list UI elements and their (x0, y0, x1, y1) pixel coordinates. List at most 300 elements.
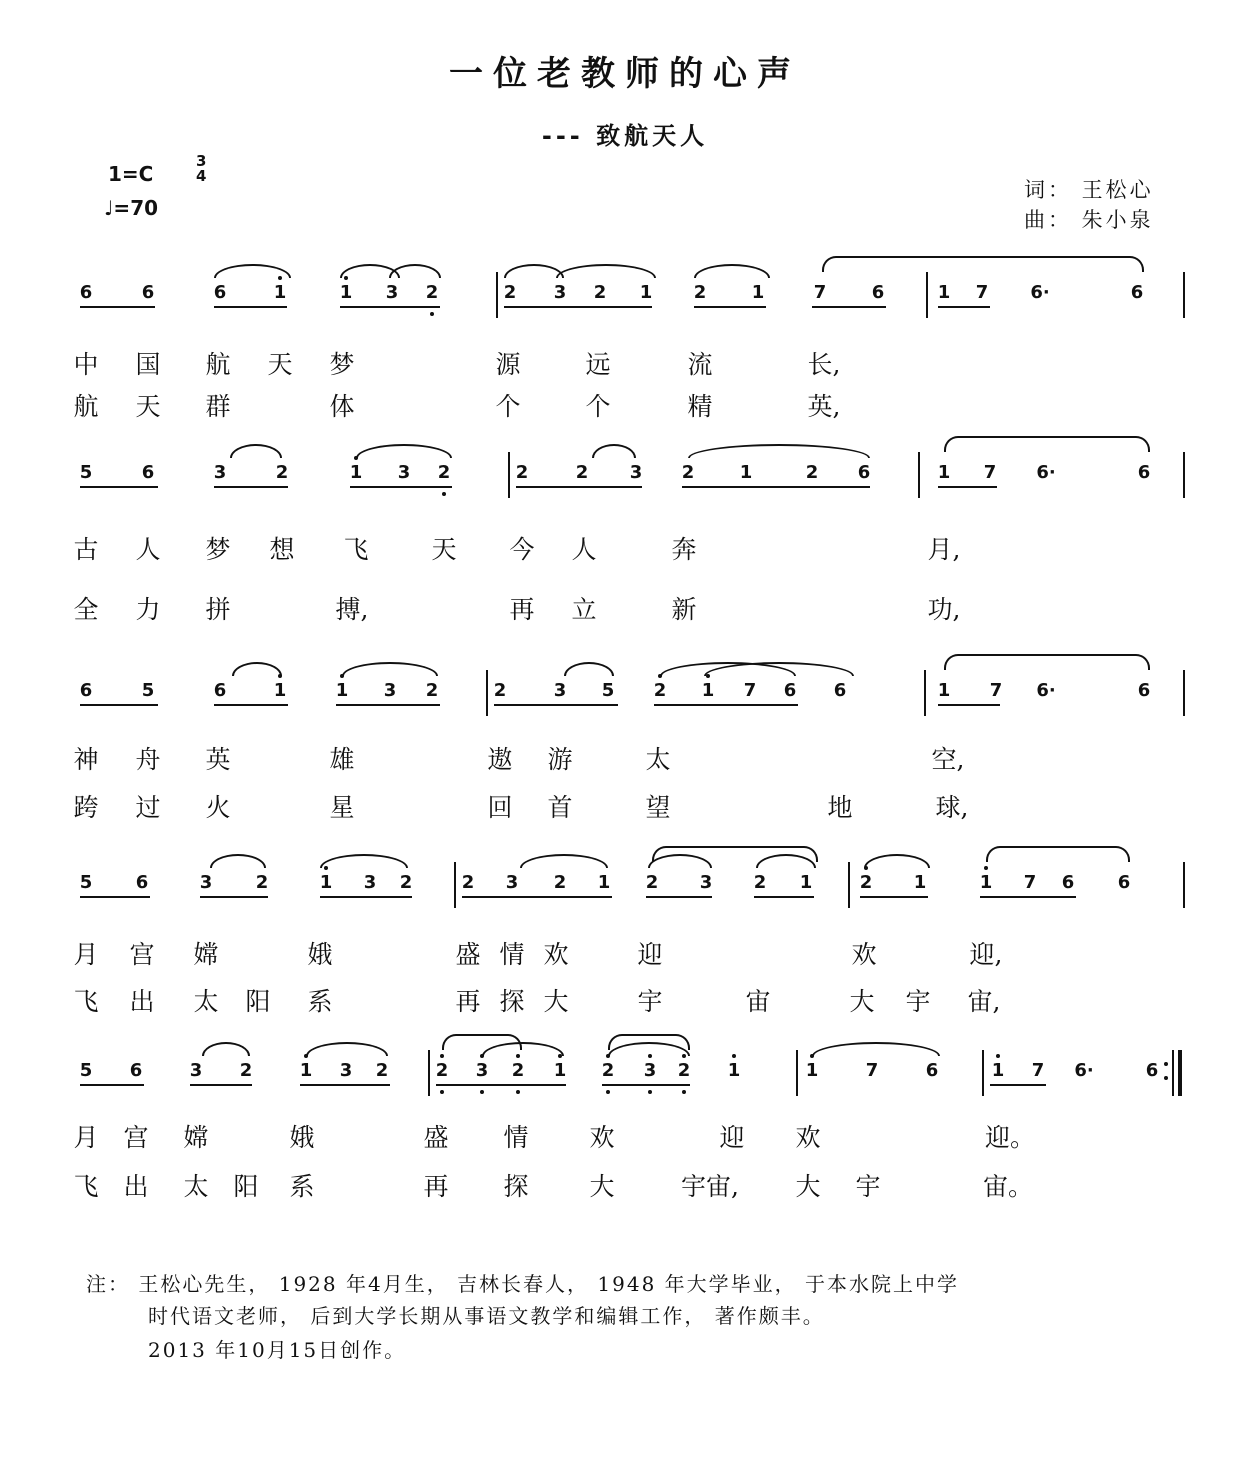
tie-arc (564, 662, 614, 676)
lyric-verse-1: 人 (135, 535, 161, 564)
beam-underline (654, 704, 798, 706)
note: 1 (639, 282, 653, 303)
lyric-verse-1: 娥 (289, 1123, 315, 1152)
lyric-verse-2: 个 (495, 392, 521, 421)
lyric-verse-2: 立 (571, 595, 597, 624)
octave-dot (648, 1090, 652, 1094)
barline (496, 272, 498, 318)
tie-arc (592, 444, 636, 458)
note: 2 (511, 1060, 525, 1081)
note: 1 (751, 282, 765, 303)
barline (1183, 670, 1185, 716)
note: 7 (813, 282, 827, 303)
lyric-verse-2: 大 (543, 987, 569, 1016)
lyric-verse-1: 空, (931, 745, 965, 774)
note: 1 (339, 282, 353, 303)
lyric-verse-2: 天 (135, 392, 161, 421)
barline (926, 272, 928, 318)
beam-underline (80, 486, 158, 488)
lyric-verse-2: 再 (423, 1172, 449, 1201)
note: 7 (1023, 872, 1037, 893)
beam-underline (516, 486, 642, 488)
beam-underline (504, 306, 652, 308)
lyric-verse-2: 望 (645, 793, 671, 822)
note: 3 (383, 680, 397, 701)
beam-underline (938, 704, 1000, 706)
note: 6 (1137, 462, 1151, 483)
slur-arc (608, 1034, 690, 1050)
note: 2 (503, 282, 517, 303)
note: 3 (189, 1060, 203, 1081)
lyric-verse-2: 地 (827, 793, 853, 822)
time-bottom: 4 (196, 167, 207, 185)
note: 7 (989, 680, 1003, 701)
lyric-verse-1: 宫 (123, 1123, 149, 1152)
octave-dot (430, 312, 434, 316)
lyric-verse-1: 月 (73, 1123, 99, 1152)
lyric-verse-2: 搏, (335, 595, 369, 624)
lyric-verse-2: 出 (129, 987, 155, 1016)
tie-arc (694, 264, 770, 278)
note: 7 (1031, 1060, 1045, 1081)
lyric-verse-1: 情 (499, 940, 525, 969)
octave-dot (516, 1090, 520, 1094)
song-subtitle: --- 致航天人 (541, 122, 709, 150)
lyric-verse-1: 中 (73, 350, 99, 379)
time-top: 3 (196, 152, 207, 170)
note: 2 (553, 872, 567, 893)
lyric-verse-1: 欢 (543, 940, 569, 969)
lyric-verse-1: 梦 (205, 535, 231, 564)
tie-arc (812, 1042, 940, 1056)
octave-dot (682, 1090, 686, 1094)
barline (1183, 862, 1185, 908)
repeat-barline-thin (1172, 1050, 1174, 1096)
lyric-verse-1: 情 (503, 1123, 529, 1152)
barline (454, 862, 456, 908)
note: 2 (255, 872, 269, 893)
lyric-verse-2: 火 (205, 793, 231, 822)
note: 6 (129, 1060, 143, 1081)
note: 3 (475, 1060, 489, 1081)
note: 1 (799, 872, 813, 893)
barline (1183, 452, 1185, 498)
lyric-verse-1: 宫 (129, 940, 155, 969)
note: 1 (319, 872, 333, 893)
note: 5 (79, 1060, 93, 1081)
lyric-verse-2: 个 (585, 392, 611, 421)
lyric-verse-2: 系 (289, 1172, 315, 1201)
octave-dot (440, 1090, 444, 1094)
note-line-3: 2013 年10月15日创作。 (148, 1338, 407, 1362)
slur-arc (944, 654, 1150, 670)
note: 5 (601, 680, 615, 701)
time-signature (196, 154, 206, 184)
lyric-verse-1: 梦 (329, 350, 355, 379)
note: 6 (135, 872, 149, 893)
beam-underline (938, 306, 990, 308)
note: 1 (335, 680, 349, 701)
beam-underline (80, 704, 158, 706)
note: 2 (645, 872, 659, 893)
note: 5 (79, 462, 93, 483)
beam-underline (214, 704, 288, 706)
beam-underline (754, 896, 814, 898)
octave-dot (304, 1054, 308, 1058)
note: 6· (1036, 462, 1056, 483)
note: 3 (363, 872, 377, 893)
note: 2 (239, 1060, 253, 1081)
lyric-verse-2: 全 (73, 595, 99, 624)
note: 2 (753, 872, 767, 893)
note: 1 (553, 1060, 567, 1081)
beam-underline (694, 306, 766, 308)
note: 2 (677, 1060, 691, 1081)
note: 3 (629, 462, 643, 483)
lyricist-credit: 词： 王松心 (1024, 178, 1154, 202)
note: 2 (593, 282, 607, 303)
octave-dot (442, 492, 446, 496)
lyric-verse-1: 欢 (589, 1123, 615, 1152)
note: 2 (681, 462, 695, 483)
barline (1183, 272, 1185, 318)
note: 1 (739, 462, 753, 483)
tie-arc (389, 264, 441, 278)
tie-arc (556, 264, 656, 278)
beam-underline (980, 896, 1076, 898)
lyric-verse-2: 体 (329, 392, 355, 421)
beam-underline (602, 1084, 690, 1086)
slur-arc (822, 256, 1144, 272)
key-signature: 1=C (108, 162, 154, 186)
note: 3 (385, 282, 399, 303)
lyric-verse-1: 娥 (307, 940, 333, 969)
note: 3 (553, 282, 567, 303)
note: 7 (983, 462, 997, 483)
beam-underline (990, 1084, 1046, 1086)
note: 2 (515, 462, 529, 483)
beam-underline (682, 486, 870, 488)
note: 3 (505, 872, 519, 893)
barline (796, 1050, 798, 1096)
lyric-verse-2: 阳 (233, 1172, 259, 1201)
beam-underline (214, 306, 287, 308)
octave-dot (278, 674, 282, 678)
note: 3 (643, 1060, 657, 1081)
octave-dot (606, 1090, 610, 1094)
note: 2 (425, 282, 439, 303)
note: 2 (461, 872, 475, 893)
octave-dot (344, 276, 348, 280)
tie-arc (504, 264, 564, 278)
barline (918, 452, 920, 498)
lyric-verse-2: 再 (455, 987, 481, 1016)
lyric-verse-2: 星 (329, 793, 355, 822)
lyric-verse-1: 游 (547, 745, 573, 774)
note: 1 (273, 282, 287, 303)
lyric-verse-2: 宇宙, (681, 1172, 739, 1201)
beam-underline (80, 1084, 144, 1086)
note: 7 (743, 680, 757, 701)
lyric-verse-2: 探 (499, 987, 525, 1016)
lyric-verse-1: 盛 (455, 940, 481, 969)
note: 5 (141, 680, 155, 701)
note: 6 (1145, 1060, 1159, 1081)
note-line-2: 时代语文老师， 后到大学长期从事语文教学和编辑工作， 著作颇丰。 (148, 1304, 825, 1328)
lyric-verse-2: 跨 (73, 793, 99, 822)
barline (848, 862, 850, 908)
note: 6 (213, 282, 227, 303)
note: 1 (299, 1060, 313, 1081)
repeat-dot (1164, 1076, 1168, 1080)
note: 6 (1117, 872, 1131, 893)
note: 2 (805, 462, 819, 483)
note: 1 (913, 872, 927, 893)
lyric-verse-2: 群 (205, 392, 231, 421)
octave-dot (864, 866, 868, 870)
note: 6 (79, 680, 93, 701)
note: 6 (1130, 282, 1144, 303)
lyric-verse-1: 长, (807, 350, 841, 379)
beam-underline (320, 896, 412, 898)
lyric-verse-2: 宙, (967, 987, 1001, 1016)
slur-arc (652, 846, 818, 862)
note: 6· (1036, 680, 1056, 701)
note: 3 (339, 1060, 353, 1081)
slur-arc (986, 846, 1130, 862)
lyric-verse-2: 出 (123, 1172, 149, 1201)
beam-underline (646, 896, 712, 898)
note: 7 (865, 1060, 879, 1081)
beam-underline (812, 306, 886, 308)
slur-arc (944, 436, 1150, 452)
lyric-verse-1: 人 (571, 535, 597, 564)
note: 2 (693, 282, 707, 303)
lyric-verse-1: 远 (585, 350, 611, 379)
note: 3 (213, 462, 227, 483)
beam-underline (462, 896, 612, 898)
beam-underline (494, 704, 618, 706)
lyric-verse-1: 欢 (795, 1123, 821, 1152)
lyric-verse-2: 宇 (855, 1172, 881, 1201)
lyric-verse-2: 过 (135, 793, 161, 822)
lyric-verse-1: 想 (269, 535, 295, 564)
lyric-verse-2: 大 (589, 1172, 615, 1201)
lyric-verse-1: 源 (495, 350, 521, 379)
lyric-verse-2: 阳 (245, 987, 271, 1016)
octave-dot (648, 1054, 652, 1058)
lyric-verse-1: 月, (927, 535, 961, 564)
note: 6 (141, 462, 155, 483)
lyric-verse-2: 球, (935, 793, 969, 822)
repeat-barline-thick (1178, 1050, 1182, 1096)
lyric-verse-1: 天 (431, 535, 457, 564)
lyric-verse-2: 宙 (745, 987, 771, 1016)
note: 6· (1074, 1060, 1094, 1081)
lyric-verse-1: 古 (73, 535, 99, 564)
note: 3 (397, 462, 411, 483)
octave-dot (354, 456, 358, 460)
note: 1 (937, 462, 951, 483)
beam-underline (190, 1084, 252, 1086)
lyric-verse-2: 力 (135, 595, 161, 624)
lyric-verse-1: 舟 (135, 745, 161, 774)
lyric-verse-2: 功, (927, 595, 961, 624)
beam-underline (214, 486, 288, 488)
note: 2 (275, 462, 289, 483)
tie-arc (202, 1042, 250, 1056)
beam-underline (336, 704, 440, 706)
note: 1 (979, 872, 993, 893)
lyric-verse-2: 宇 (637, 987, 663, 1016)
note: 1 (273, 680, 287, 701)
octave-dot (480, 1090, 484, 1094)
note: 3 (199, 872, 213, 893)
octave-dot (984, 866, 988, 870)
note: 2 (425, 680, 439, 701)
lyric-verse-2: 航 (73, 392, 99, 421)
note: 6· (1030, 282, 1050, 303)
note: 6 (783, 680, 797, 701)
note: 2 (859, 872, 873, 893)
lyric-verse-1: 国 (135, 350, 161, 379)
note: 2 (493, 680, 507, 701)
lyric-verse-2: 大 (849, 987, 875, 1016)
lyric-verse-1: 嫦 (193, 940, 219, 969)
octave-dot (732, 1054, 736, 1058)
barline (486, 670, 488, 716)
octave-dot (324, 866, 328, 870)
octave-dot (996, 1054, 1000, 1058)
slur-arc (442, 1034, 522, 1050)
note: 6 (79, 282, 93, 303)
lyric-verse-1: 飞 (343, 535, 369, 564)
note: 1 (701, 680, 715, 701)
tie-arc (306, 1042, 388, 1056)
tempo-marking: ♩=70 (104, 196, 159, 220)
barline (982, 1050, 984, 1096)
note: 6 (857, 462, 871, 483)
lyric-verse-1: 月 (73, 940, 99, 969)
lyric-verse-1: 今 (509, 535, 535, 564)
note: 6 (213, 680, 227, 701)
lyric-verse-1: 迎 (637, 940, 663, 969)
lyric-verse-1: 迎, (969, 940, 1003, 969)
note: 1 (727, 1060, 741, 1081)
note: 5 (79, 872, 93, 893)
note: 2 (575, 462, 589, 483)
lyric-verse-2: 飞 (73, 987, 99, 1016)
repeat-dot (1164, 1062, 1168, 1066)
octave-dot (278, 276, 282, 280)
beam-underline (436, 1084, 566, 1086)
lyric-verse-2: 首 (547, 793, 573, 822)
lyric-verse-2: 宇 (905, 987, 931, 1016)
barline (924, 670, 926, 716)
barline (428, 1050, 430, 1096)
lyric-verse-2: 宙。 (982, 1172, 1034, 1201)
note: 1 (349, 462, 363, 483)
lyric-verse-2: 再 (509, 595, 535, 624)
lyric-verse-1: 欢 (851, 940, 877, 969)
octave-dot (558, 1054, 562, 1058)
lyric-verse-2: 拼 (205, 595, 231, 624)
song-title: 一位老教师的心声 (449, 54, 801, 94)
note: 6 (925, 1060, 939, 1081)
lyric-verse-2: 精 (687, 392, 713, 421)
note: 2 (653, 680, 667, 701)
tie-arc (356, 444, 452, 458)
lyric-verse-1: 奔 (671, 535, 697, 564)
lyric-verse-2: 新 (671, 595, 697, 624)
note: 2 (375, 1060, 389, 1081)
note: 2 (601, 1060, 615, 1081)
composer-credit: 曲： 朱小泉 (1024, 208, 1154, 232)
note: 7 (975, 282, 989, 303)
note: 1 (937, 282, 951, 303)
octave-dot (682, 1054, 686, 1058)
note: 3 (553, 680, 567, 701)
octave-dot (706, 674, 710, 678)
lyric-verse-1: 英 (205, 745, 231, 774)
lyric-verse-2: 英, (807, 392, 841, 421)
lyric-verse-1: 太 (645, 745, 671, 774)
tie-arc (688, 444, 870, 458)
beam-underline (80, 306, 155, 308)
octave-dot (516, 1054, 520, 1058)
tie-arc (232, 662, 282, 676)
lyric-verse-1: 航 (205, 350, 231, 379)
tie-arc (520, 854, 608, 868)
beam-underline (200, 896, 268, 898)
lyric-verse-1: 雄 (329, 745, 355, 774)
note: 1 (937, 680, 951, 701)
lyric-verse-1: 流 (687, 350, 713, 379)
note-line-1: 注： 王松心先生， 1928 年4月生， 吉林长春人， 1948 年大学毕业， 于本水院上中学 (86, 1272, 960, 1296)
beam-underline (340, 306, 440, 308)
note: 2 (435, 1060, 449, 1081)
note: 6 (1137, 680, 1151, 701)
note: 3 (699, 872, 713, 893)
lyric-verse-2: 系 (307, 987, 333, 1016)
beam-underline (80, 896, 150, 898)
octave-dot (480, 1054, 484, 1058)
lyric-verse-1: 遨 (487, 745, 513, 774)
beam-underline (350, 486, 452, 488)
tie-arc (342, 662, 438, 676)
lyric-verse-1: 迎 (719, 1123, 745, 1152)
barline (508, 452, 510, 498)
lyric-verse-1: 神 (73, 745, 99, 774)
tie-arc (864, 854, 930, 868)
octave-dot (810, 1054, 814, 1058)
lyric-verse-1: 嫦 (183, 1123, 209, 1152)
octave-dot (340, 674, 344, 678)
note: 6 (833, 680, 847, 701)
beam-underline (860, 896, 928, 898)
octave-dot (440, 1054, 444, 1058)
lyric-verse-2: 太 (193, 987, 219, 1016)
tie-arc (320, 854, 408, 868)
note: 6 (871, 282, 885, 303)
tie-arc (230, 444, 282, 458)
lyric-verse-2: 回 (487, 793, 513, 822)
lyric-verse-1: 迎。 (984, 1123, 1036, 1152)
note: 2 (399, 872, 413, 893)
note: 6 (141, 282, 155, 303)
octave-dot (606, 1054, 610, 1058)
lyric-verse-2: 探 (503, 1172, 529, 1201)
